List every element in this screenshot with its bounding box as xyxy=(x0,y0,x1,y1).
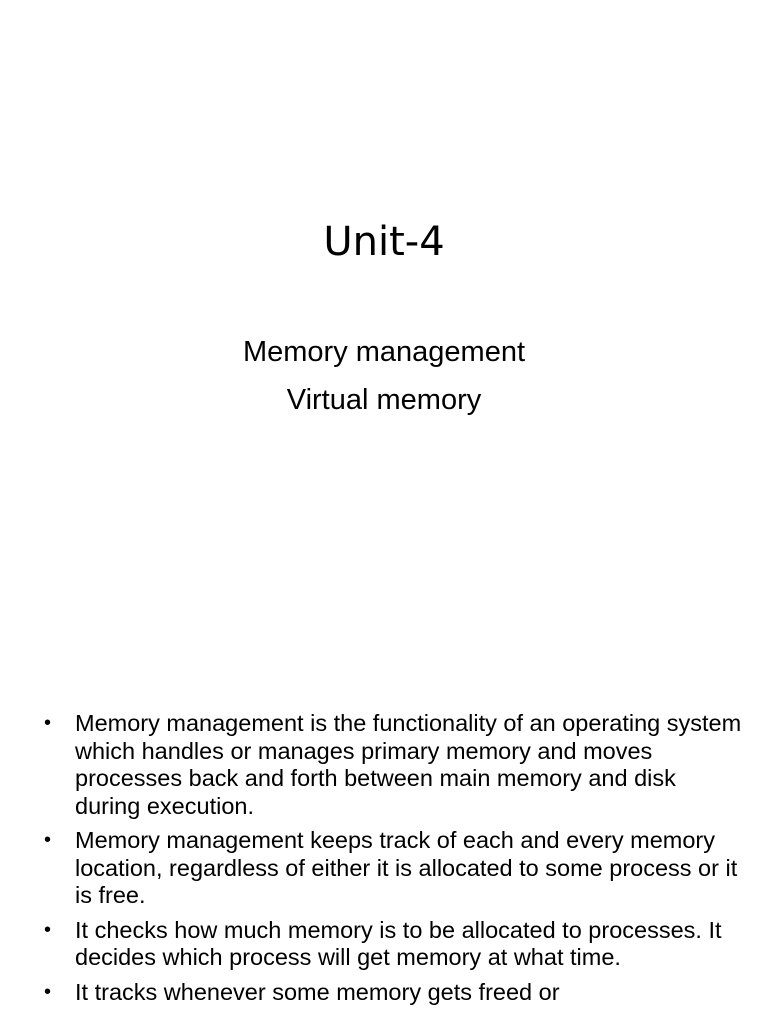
bullet-text: Memory management is the functionality of an operating system which handles or manages primary memory and moves processes back and forth between main memory and disk during execution. xyxy=(75,710,742,819)
bullet-icon: • xyxy=(44,918,52,941)
bullet-text: It checks how much memory is to be allocated to processes. It decides which process will get memory at what time. xyxy=(75,916,722,970)
bullet-item xyxy=(44,979,744,1007)
bullet-item xyxy=(44,827,744,910)
bullet-item xyxy=(44,917,744,972)
subtitle-line: Virtual memory xyxy=(286,384,482,416)
bullet-icon: • xyxy=(44,980,52,1003)
bullet-item xyxy=(44,710,744,820)
slide-title: Unit-4 xyxy=(323,219,445,265)
bullet-icon: • xyxy=(44,712,52,734)
content-slide xyxy=(0,576,768,1024)
subtitle-line: Memory management xyxy=(242,336,526,368)
bullet-list xyxy=(44,710,744,1013)
subtitle-block xyxy=(0,328,768,424)
bullet-text: Memory management keeps track of each and every memory location, regardless of either it is allocated to some process or it is free. xyxy=(75,827,738,908)
bullet-icon: • xyxy=(44,829,52,851)
bullet-text: It tracks whenever some memory gets freed or xyxy=(75,978,560,1005)
